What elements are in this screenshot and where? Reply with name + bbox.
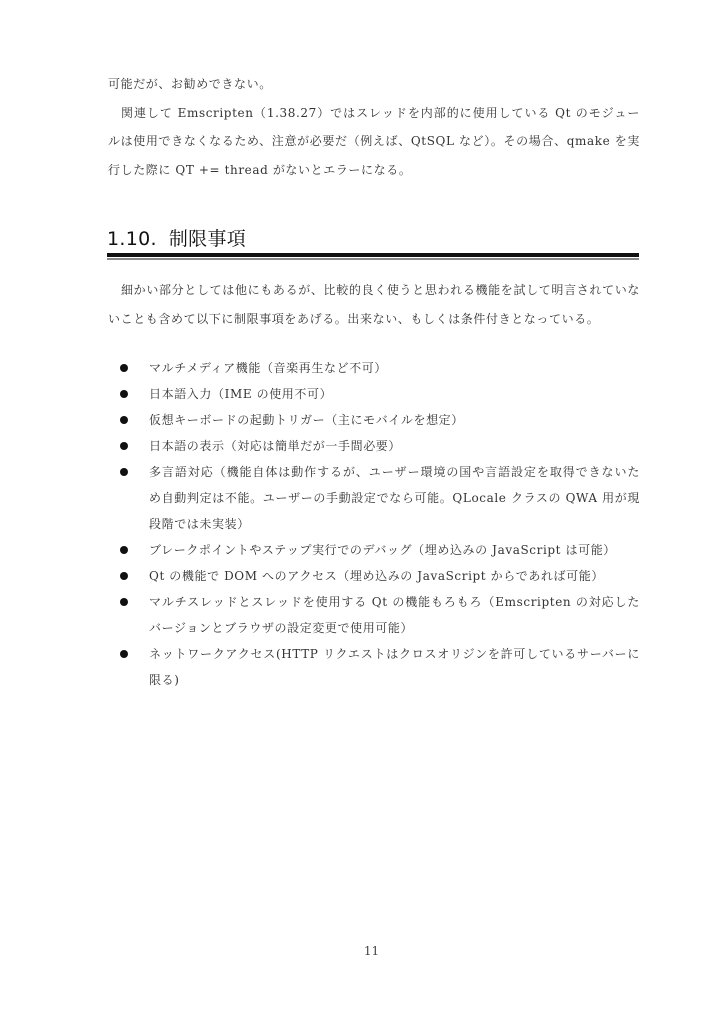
list-item-text: 多言語対応（機能自体は動作するが、ユーザー環境の国や言語設定を取得できないため自動判定は不能。ユーザーの手動設定でなら可能。QLocale クラスの QWA 用が現段階では未実装） — [149, 465, 640, 531]
intro-paragraph-emscripten: 関連して Emscripten（1.38.27）ではスレッドを内部的に使用している Qt のモジュールは使用できなくなるため、注意が必要だ（例えば、QtSQL など）。その場合、qmake を実行した際に QT += thread がないとエラーになる。 — [108, 105, 640, 177]
bullet-icon — [120, 364, 128, 372]
limitations-list — [108, 355, 640, 693]
bullet-icon — [120, 442, 128, 450]
section-heading — [107, 224, 640, 251]
intro-paragraph-continuation: 可能だが、お勧めできない。 — [108, 77, 272, 91]
list-item — [108, 537, 640, 563]
list-item — [108, 433, 640, 459]
bullet-icon — [120, 390, 128, 398]
list-item-text: 仮想キーボードの起動トリガー（主にモバイルを想定） — [149, 413, 464, 427]
list-item — [108, 355, 640, 381]
bullet-icon — [120, 416, 128, 424]
section-number: 1.10. — [107, 228, 157, 250]
list-item-text: マルチスレッドとスレッドを使用する Qt の機能もろもろ（Emscripten の対応したバージョンとブラウザの設定変更で使用可能） — [149, 595, 640, 635]
bullet-icon — [120, 650, 128, 658]
list-item — [108, 459, 640, 537]
intro-text — [108, 70, 640, 184]
heading-rule-thin — [107, 258, 639, 260]
section-paragraph: 細かい部分としては他にもあるが、比較的良く使うと思われる機能を試して明言されていないことも含めて以下に制限事項をあげる。出来ない、もしくは条件付きとなっている。 — [108, 283, 640, 326]
heading-rule-thick — [107, 253, 639, 257]
list-item-text: 日本語入力（IME の使用不可） — [149, 387, 333, 401]
page-number: 11 — [363, 944, 380, 958]
section-intro-text — [108, 276, 640, 333]
list-item-text: ネットワークアクセス(HTTP リクエストはクロスオリジンを許可しているサーバーに限る) — [149, 647, 640, 687]
list-item — [108, 563, 640, 589]
list-item — [108, 641, 640, 693]
bullet-icon — [120, 546, 128, 554]
list-item-text: 日本語の表示（対応は簡単だが一手間必要） — [149, 439, 402, 453]
bullet-icon — [120, 468, 128, 476]
list-item-text: ブレークポイントやステップ実行でのデバッグ（埋め込みの JavaScript は可能） — [149, 543, 616, 557]
section-title: 制限事項 — [168, 228, 247, 250]
bullet-icon — [120, 598, 128, 606]
bullet-icon — [120, 572, 128, 580]
list-item — [108, 589, 640, 641]
list-item-text: Qt の機能で DOM へのアクセス（埋め込みの JavaScript からであれば可能） — [149, 569, 604, 583]
list-item — [108, 407, 640, 433]
list-item — [108, 381, 640, 407]
list-item-text: マルチメディア機能（音楽再生など不可） — [149, 361, 387, 375]
